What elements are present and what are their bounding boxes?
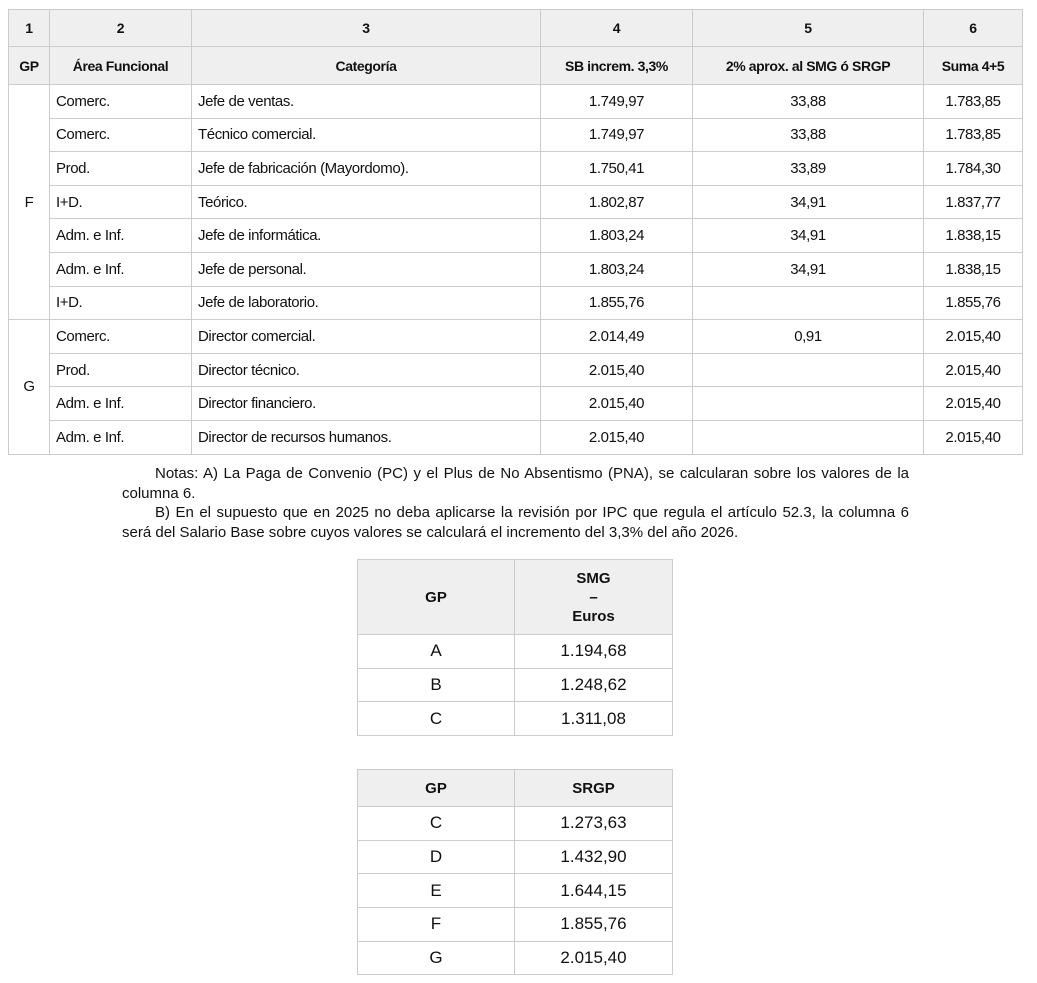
area-cell: I+D. [50, 286, 192, 320]
table-row [9, 219, 1023, 253]
header-row [9, 47, 1023, 85]
sb-cell: 1.802,87 [541, 185, 693, 219]
gp-cell: B [358, 668, 515, 702]
suma-cell: 2.015,40 [924, 420, 1023, 454]
aprox-cell [693, 387, 924, 421]
note-a: Notas: A) La Paga de Convenio (PC) y el Plus de No Absentismo (PNA), se calcularan sobre los valores de la columna 6. [122, 465, 909, 502]
categoria-cell: Teórico. [192, 185, 541, 219]
categoria-cell: Jefe de personal. [192, 252, 541, 286]
table-row [9, 252, 1023, 286]
sb-cell: 1.803,24 [541, 252, 693, 286]
table-row [9, 152, 1023, 186]
aprox-cell: 0,91 [693, 320, 924, 354]
table-row [9, 185, 1023, 219]
categoria-cell: Jefe de informática. [192, 219, 541, 253]
suma-cell: 2.015,40 [924, 353, 1023, 387]
sb-cell: 1.750,41 [541, 152, 693, 186]
aprox-cell [693, 286, 924, 320]
table-row [358, 635, 673, 669]
value-cell: 1.855,76 [515, 908, 673, 942]
srgp-table [357, 769, 673, 975]
value-cell: 1.432,90 [515, 840, 673, 874]
suma-cell: 2.015,40 [924, 320, 1023, 354]
table-row [9, 286, 1023, 320]
aprox-cell: 34,91 [693, 252, 924, 286]
value-cell: 1.311,08 [515, 702, 673, 736]
col-number: 3 [192, 10, 541, 47]
notes [122, 464, 909, 542]
header-area: Área Funcional [50, 47, 192, 85]
sb-cell: 1.803,24 [541, 219, 693, 253]
table-row [9, 85, 1023, 119]
sb-cell: 2.015,40 [541, 353, 693, 387]
aprox-cell [693, 353, 924, 387]
header-gp: GP [9, 47, 50, 85]
table-row [9, 387, 1023, 421]
table-row [9, 118, 1023, 152]
value-cell: 1.644,15 [515, 874, 673, 908]
sb-cell: 1.749,97 [541, 85, 693, 119]
salary-table [8, 9, 1023, 455]
aprox-cell: 34,91 [693, 219, 924, 253]
header-categoria: Categoría [192, 47, 541, 85]
suma-cell: 2.015,40 [924, 387, 1023, 421]
categoria-cell: Jefe de ventas. [192, 85, 541, 119]
col-number: 4 [541, 10, 693, 47]
table-row [358, 840, 673, 874]
col-number: 2 [50, 10, 192, 47]
area-cell: Prod. [50, 353, 192, 387]
sb-cell: 1.855,76 [541, 286, 693, 320]
suma-cell: 1.838,15 [924, 252, 1023, 286]
aprox-cell: 34,91 [693, 185, 924, 219]
categoria-cell: Director de recursos humanos. [192, 420, 541, 454]
value-cell: 1.248,62 [515, 668, 673, 702]
suma-cell: 1.784,30 [924, 152, 1023, 186]
table-row [358, 807, 673, 841]
area-cell: Adm. e Inf. [50, 219, 192, 253]
table-row [358, 908, 673, 942]
categoria-cell: Jefe de laboratorio. [192, 286, 541, 320]
sb-cell: 2.014,49 [541, 320, 693, 354]
table-row [358, 668, 673, 702]
suma-cell: 1.783,85 [924, 118, 1023, 152]
col-number: 5 [693, 10, 924, 47]
table-row [9, 320, 1023, 354]
header-gp: GP [358, 770, 515, 807]
value-cell: 2.015,40 [515, 941, 673, 975]
aprox-cell: 33,88 [693, 118, 924, 152]
header-sb: SB increm. 3,3% [541, 47, 693, 85]
col-number: 1 [9, 10, 50, 47]
area-cell: Adm. e Inf. [50, 387, 192, 421]
gp-cell: G [358, 941, 515, 975]
sb-cell: 1.749,97 [541, 118, 693, 152]
area-cell: Comerc. [50, 85, 192, 119]
area-cell: Adm. e Inf. [50, 252, 192, 286]
gp-cell: C [358, 702, 515, 736]
categoria-cell: Jefe de fabricación (Mayordomo). [192, 152, 541, 186]
area-cell: Prod. [50, 152, 192, 186]
header-suma: Suma 4+5 [924, 47, 1023, 85]
gp-cell: G [9, 320, 50, 454]
gp-cell: F [358, 908, 515, 942]
header-smg: SMG – Euros [515, 560, 673, 635]
table-row [9, 420, 1023, 454]
column-number-row [9, 10, 1023, 47]
gp-cell: D [358, 840, 515, 874]
categoria-cell: Director técnico. [192, 353, 541, 387]
categoria-cell: Técnico comercial. [192, 118, 541, 152]
table-row [358, 874, 673, 908]
table-row [358, 702, 673, 736]
gp-cell: F [9, 85, 50, 320]
table-row [358, 941, 673, 975]
categoria-cell: Director comercial. [192, 320, 541, 354]
suma-cell: 1.855,76 [924, 286, 1023, 320]
gp-cell: C [358, 807, 515, 841]
area-cell: I+D. [50, 185, 192, 219]
col-number: 6 [924, 10, 1023, 47]
aprox-cell [693, 420, 924, 454]
aprox-cell: 33,88 [693, 85, 924, 119]
value-cell: 1.194,68 [515, 635, 673, 669]
smg-table [357, 559, 673, 736]
gp-cell: E [358, 874, 515, 908]
sb-cell: 2.015,40 [541, 387, 693, 421]
aprox-cell: 33,89 [693, 152, 924, 186]
table-row [9, 353, 1023, 387]
gp-cell: A [358, 635, 515, 669]
suma-cell: 1.837,77 [924, 185, 1023, 219]
suma-cell: 1.838,15 [924, 219, 1023, 253]
categoria-cell: Director financiero. [192, 387, 541, 421]
header-aprox: 2% aprox. al SMG ó SRGP [693, 47, 924, 85]
suma-cell: 1.783,85 [924, 85, 1023, 119]
header-gp: GP [358, 560, 515, 635]
area-cell: Comerc. [50, 320, 192, 354]
area-cell: Adm. e Inf. [50, 420, 192, 454]
value-cell: 1.273,63 [515, 807, 673, 841]
area-cell: Comerc. [50, 118, 192, 152]
note-b: B) En el supuesto que en 2025 no deba aplicarse la revisión por IPC que regula el artículo 52.3, la columna 6 será del Salario Base sobre cuyos valores se calculará el incremento del 3,3% del año 2026. [122, 504, 909, 541]
sb-cell: 2.015,40 [541, 420, 693, 454]
header-srgp: SRGP [515, 770, 673, 807]
